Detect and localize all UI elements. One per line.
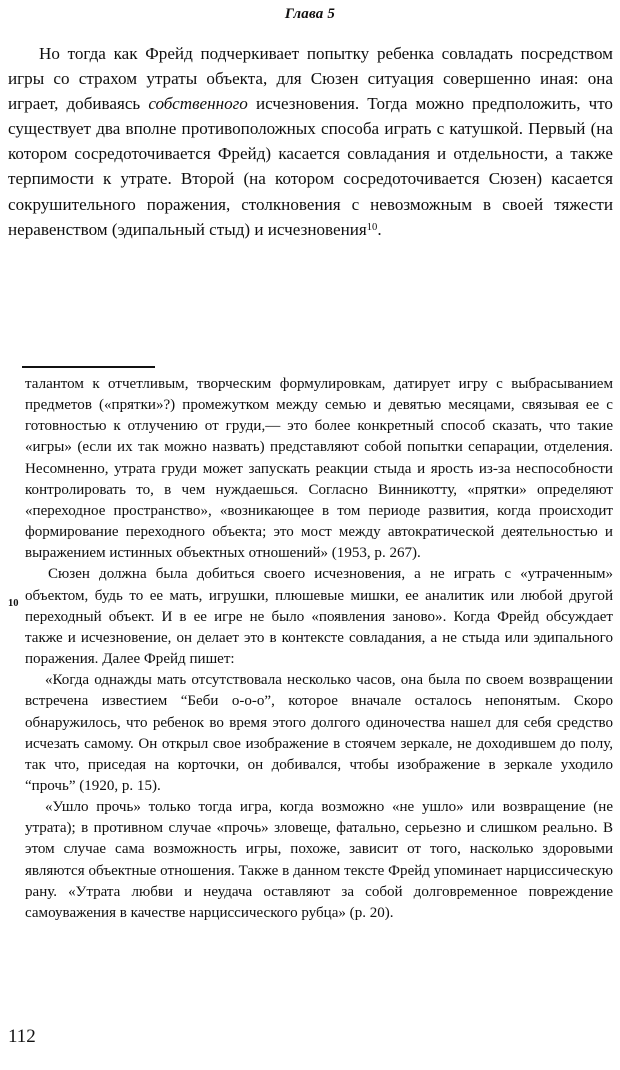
body-paragraph (8, 41, 613, 242)
body-paragraph-segment-3: . (377, 219, 382, 239)
running-head: Глава 5 (284, 6, 336, 22)
main-body-text (8, 41, 613, 242)
footnote-continuation-text: талантом к отчетливым, творческим формулировкам, датирует игру с выбрасыванием предметов («прятки»?) промежутком между семью и девятью месяцами, связывая ее с готовностью к отлучению от груди,— это более конкретный способ сказать, что такие «игры» (если их так можно назвать) представляют собой попытки сепарации, отделения. Несомненно, утрата груди может запускать реакции стыда и ярость из-за неспособности контролировать то, в чем нуждаешься. Согласно Винникотту, «прятки» определяют «переходное пространство», «возникающее в том периоде развития, когда происходит формирование переходного объекта; это мост между автократической деятельностью и выражением истинных объектных отношений» (1953, p. 267). (25, 376, 613, 562)
emphasis-sobstvennogo: собственного (148, 94, 248, 114)
footnote-10-quotation-2: «Ушло прочь» только тогда игра, когда возможно «не ушло» или возвращение (не утрата); в противном случае «прочь» зловеще, фатально, серьезно и слишком реально. В этом случае сама возможность игры, похоже, зависит от того, насколько здоровыми являются объектные отношения. Также в данном тексте Фрейд упоминает нарциссическую рану. «Утрата любви и неудача оставляют за собой долговременное повреждение самоуважения в качестве нарциссического рубца» (p. 20). (25, 799, 613, 921)
footnote-10-text: Сюзен должна была добиться своего исчезновения, а не играть с «утраченным» объектом, будь то ее мать, игрушки, плюшевые мишки, ее аналитик или любой другой переходный объект. И в ее игре не было «появления заново». Когда Фрейд обсуждает также и исчезновение, он делает это в контексте совладания, а не стыда или эдипального поражения. Далее Фрейд пишет: (25, 566, 613, 668)
footnote-reference-10[interactable]: 10 (366, 221, 378, 233)
page-number: 112 (8, 1026, 36, 1047)
footnote-number-marker-10: 10 (8, 598, 19, 609)
footnote-10-quotation-1: «Когда однажды мать отсутствовала несколько часов, она была по своем возвращении встречена известием “Беби о-о-о”, которое вначале осталось непонятым. Скоро обнаружилось, что ребенок во время этого долгого одиночества нашел для себя средство исчезать самому. Он открыл свое изображение в стоячем зеркале, не доходившем до полу, так что, приседая на корточки, он добивался, чтобы изображение в зеркале уходило “прочь” (1920, p. 15). (25, 672, 613, 794)
body-paragraph-segment-2: исчезновения. Тогда можно предположить, что существует два вполне противоположных способа играть с катушкой. Первый (на котором сосредоточивается Фрейд) касается совладания и отдельности, а также терпимости к утрате. Второй (на котором сосредоточивается Сюзен) касается сокрушительного поражения, столкновения с невозможным в своей тяжести неравенством (эдипальный стыд) и исчезновения (8, 94, 613, 239)
footnote-separator-rule (22, 366, 155, 368)
body-paragraph-segment-1: Но тогда как Фрейд подчеркивает попытку ребенка совладать посредством игры со страхом утраты объекта, для Сюзен ситуация совершенно иная: она играет, добиваясь (8, 44, 613, 114)
footnote-area (25, 374, 613, 924)
